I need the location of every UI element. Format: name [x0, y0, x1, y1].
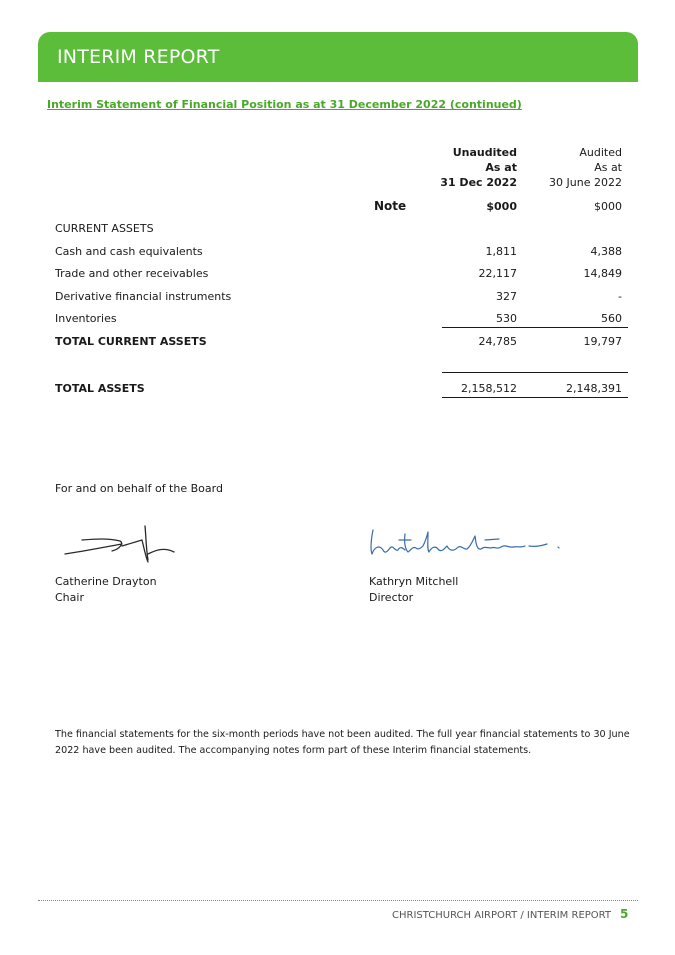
row-label-inventories: Inventories [55, 312, 117, 325]
row-inventories-jun: 560 [601, 312, 622, 325]
report-banner [38, 32, 638, 82]
section-current-assets: CURRENT ASSETS [55, 222, 154, 235]
total-top-rule [442, 372, 628, 373]
signature-catherine-drayton [60, 520, 185, 565]
row-derivatives-dec: 327 [496, 290, 517, 303]
column-header-audited [520, 145, 622, 190]
banner-title: INTERIM REPORT [57, 46, 220, 68]
statement-title: Interim Statement of Financial Position as at 31 December 2022 (continued) [47, 98, 522, 111]
row-cash-dec: 1,811 [485, 245, 517, 258]
unit-unaudited: $000 [486, 200, 517, 213]
row-total-current-jun: 19,797 [583, 335, 622, 348]
total-bottom-rule [442, 397, 628, 398]
row-derivatives-jun: - [618, 290, 622, 303]
signatory1-title: Chair [55, 591, 84, 604]
row-label-receivables: Trade and other receivables [55, 267, 209, 280]
signatory2-title: Director [369, 591, 414, 604]
audited-line1: Audited [579, 146, 622, 159]
row-label-derivatives: Derivative financial instruments [55, 290, 232, 303]
row-receivables-jun: 14,849 [583, 267, 622, 280]
unaudited-line3: 31 Dec 2022 [440, 176, 517, 189]
audited-line3: 30 June 2022 [549, 176, 622, 189]
audited-line2: As at [594, 161, 622, 174]
signatory1-name: Catherine Drayton [55, 575, 157, 588]
audit-disclaimer: The financial statements for the six-month periods have not been audited. The full year financial statements to 30 June 2022 have been audited. The accompanying notes form part of these Interim financial statements. [55, 729, 630, 756]
row-total-assets-dec: 2,158,512 [461, 382, 517, 395]
subtotal-rule [442, 327, 628, 328]
signatory2-name: Kathryn Mitchell [369, 575, 459, 588]
footer-divider [38, 900, 638, 901]
row-label-total-current-assets: TOTAL CURRENT ASSETS [55, 335, 207, 348]
row-total-assets-jun: 2,148,391 [566, 382, 622, 395]
row-label-total-assets: TOTAL ASSETS [55, 382, 145, 395]
footer-text: CHRISTCHURCH AIRPORT / INTERIM REPORT [392, 910, 611, 921]
page-number: 5 [620, 907, 629, 921]
row-total-current-dec: 24,785 [478, 335, 517, 348]
column-header-unaudited [420, 145, 517, 190]
note-header: Note [374, 199, 407, 213]
row-inventories-dec: 530 [496, 312, 517, 325]
board-intro: For and on behalf of the Board [55, 482, 223, 495]
unit-audited: $000 [594, 200, 622, 213]
signature-kathryn-mitchell [365, 522, 565, 562]
row-receivables-dec: 22,117 [478, 267, 517, 280]
row-cash-jun: 4,388 [590, 245, 622, 258]
row-label-cash: Cash and cash equivalents [55, 245, 203, 258]
unaudited-line2: As at [485, 161, 517, 174]
unaudited-line1: Unaudited [452, 146, 517, 159]
